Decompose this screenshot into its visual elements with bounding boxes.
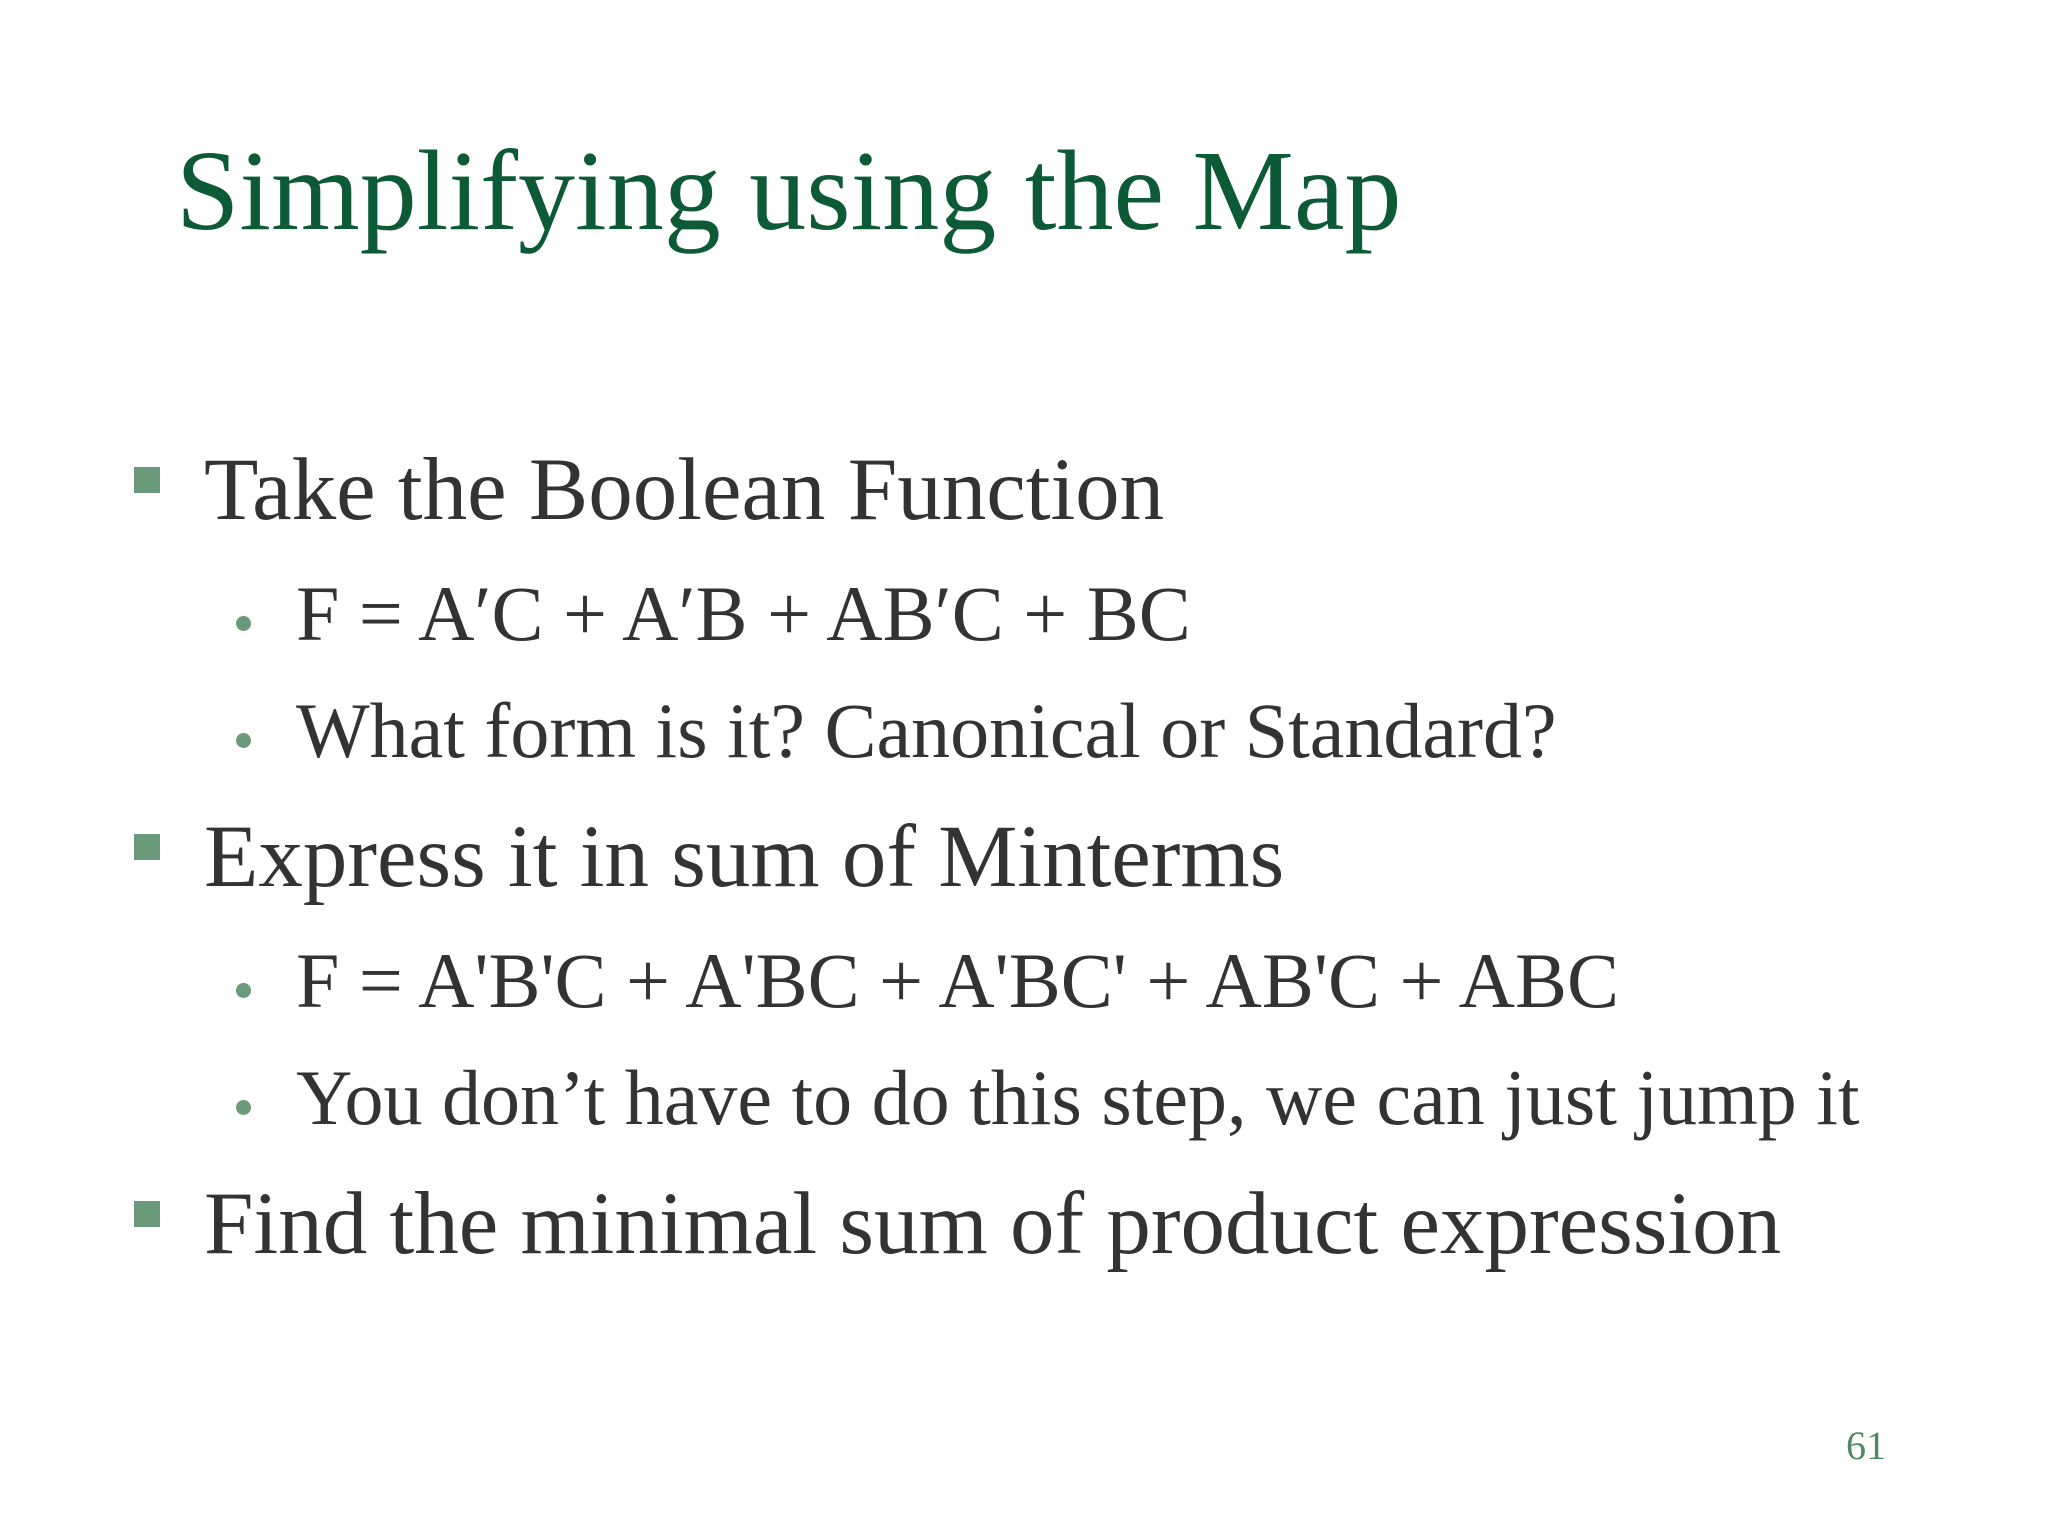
bullet-item-1: Take the Boolean Function	[204, 441, 1165, 539]
sub-bullet-1-2: What form is it? Canonical or Standard?	[296, 687, 1557, 774]
round-bullet-icon	[236, 983, 251, 998]
sub-bullet-1-1: F = A′C + A′B + AB′C + BC	[296, 570, 1191, 657]
round-bullet-icon	[236, 616, 251, 631]
round-bullet-icon	[236, 1100, 251, 1115]
sub-bullet-2-1: F = A'B'C + A'BC + A'BC' + AB'C + ABC	[296, 937, 1620, 1024]
bullet-item-3: Find the minimal sum of product expression	[204, 1175, 1782, 1273]
page-number: 61	[1846, 1423, 1886, 1468]
sub-bullet-2-2: You don’t have to do this step, we can just jump it	[296, 1054, 1860, 1141]
square-bullet-icon	[134, 467, 160, 493]
slide-title: Simplifying using the Map	[176, 127, 1402, 254]
round-bullet-icon	[236, 733, 251, 748]
bullet-item-2: Express it in sum of Minterms	[204, 808, 1285, 906]
square-bullet-icon	[134, 1201, 160, 1227]
square-bullet-icon	[134, 834, 160, 860]
